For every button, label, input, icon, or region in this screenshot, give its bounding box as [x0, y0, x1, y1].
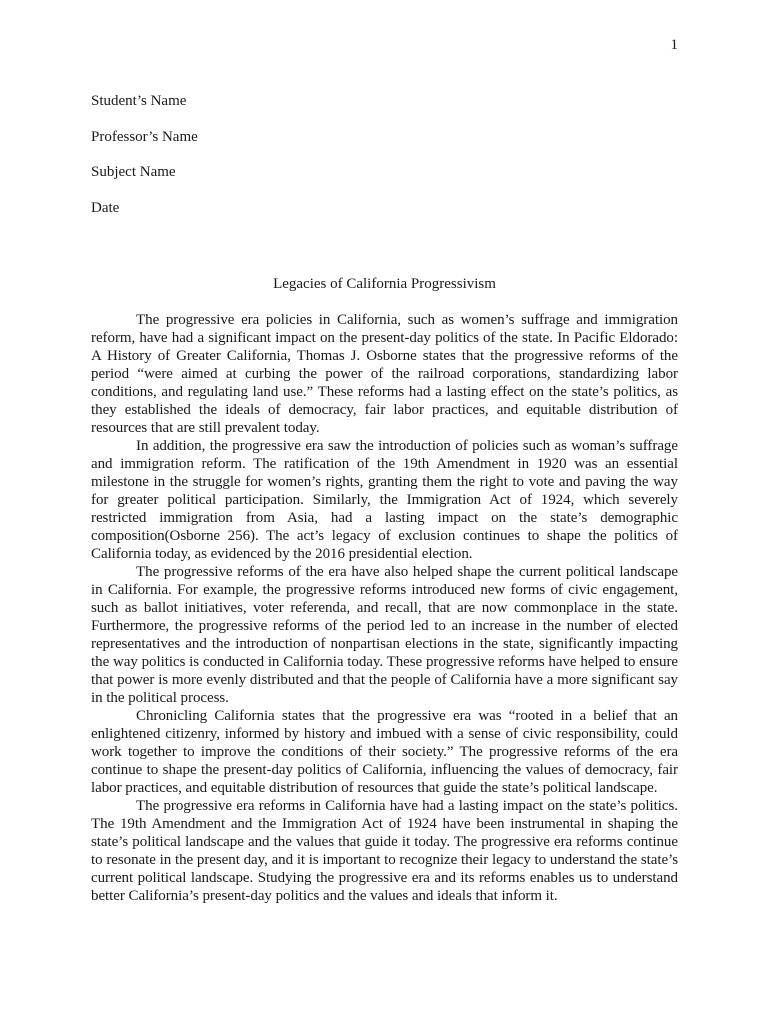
mla-header: [91, 92, 691, 234]
paragraph-5: The progressive era reforms in California have had a lasting impact on the state’s politics. The 19th Amendment and the Immigration Act of 1924 have been instrumental in shaping the state’s political landscape and the values that guide it today. The progressive era reforms continue to resonate in the present day, and it is important to recognize their legacy to understand the state’s current political landscape. Studying the progressive era and its reforms enables us to understand better California’s present-day politics and the values and ideals that inform it.: [91, 798, 678, 904]
paragraph-4: Chronicling California states that the progressive era was “rooted in a belief that an enlightened citizenry, informed by history and imbued with a sense of civic responsibility, could work together to improve the conditions of their society.” The progressive reforms of the era continue to shape the present-day politics of California, influencing the values of democracy, fair labor practices, and equitable distribution of resources that guide the state’s political landscape.: [91, 708, 678, 796]
essay-body: [91, 311, 678, 905]
paragraph-3: The progressive reforms of the era have also helped shape the current political landscape in California. For example, the progressive reforms introduced new forms of civic engagement, such as ballot initiatives, voter referenda, and recall, that are now commonplace in the state. Furthermore, the progressive reforms of the period led to an increase in the number of elected representatives and the introduction of nonpartisan elections in the state, significantly impacting the way politics is conducted in California today. These progressive reforms have helped to ensure that power is more evenly distributed and that the people of California have a more significant say in the political process.: [91, 564, 678, 706]
student-name: Student’s Name: [91, 93, 187, 109]
paragraph-2: In addition, the progressive era saw the introduction of policies such as woman’s suffrage and immigration reform. The ratification of the 19th Amendment in 1920 was an essential milestone in the struggle for women’s rights, granting them the right to vote and paving the way for greater political participation. Similarly, the Immigration Act of 1924, which severely restricted immigration from Asia, had a lasting impact on the state’s demographic composition(Osborne 256). The act’s legacy of exclusion continues to shape the politics of California today, as evidenced by the 2016 presidential election.: [91, 438, 678, 562]
essay-title: Legacies of California Progressivism: [273, 276, 496, 292]
professor-name: Professor’s Name: [91, 128, 198, 145]
date: Date: [91, 199, 120, 216]
subject-name: Subject Name: [91, 164, 176, 180]
page-number: 1: [670, 37, 678, 53]
paragraph-1: The progressive era policies in California, such as women’s suffrage and immigration reform, have had a significant impact on the present-day politics of the state. In Pacific Eldorado: A History of Greater California, Thomas J. Osborne states that the progressive reforms of the period “were aimed at curbing the power of the railroad corporations, standardizing labor conditions, and regulating land use.” These reforms had a lasting effect on the state’s politics, as they established the ideals of democracy, fair labor practices, and equitable distribution of resources that are still prevalent today.: [91, 312, 678, 436]
